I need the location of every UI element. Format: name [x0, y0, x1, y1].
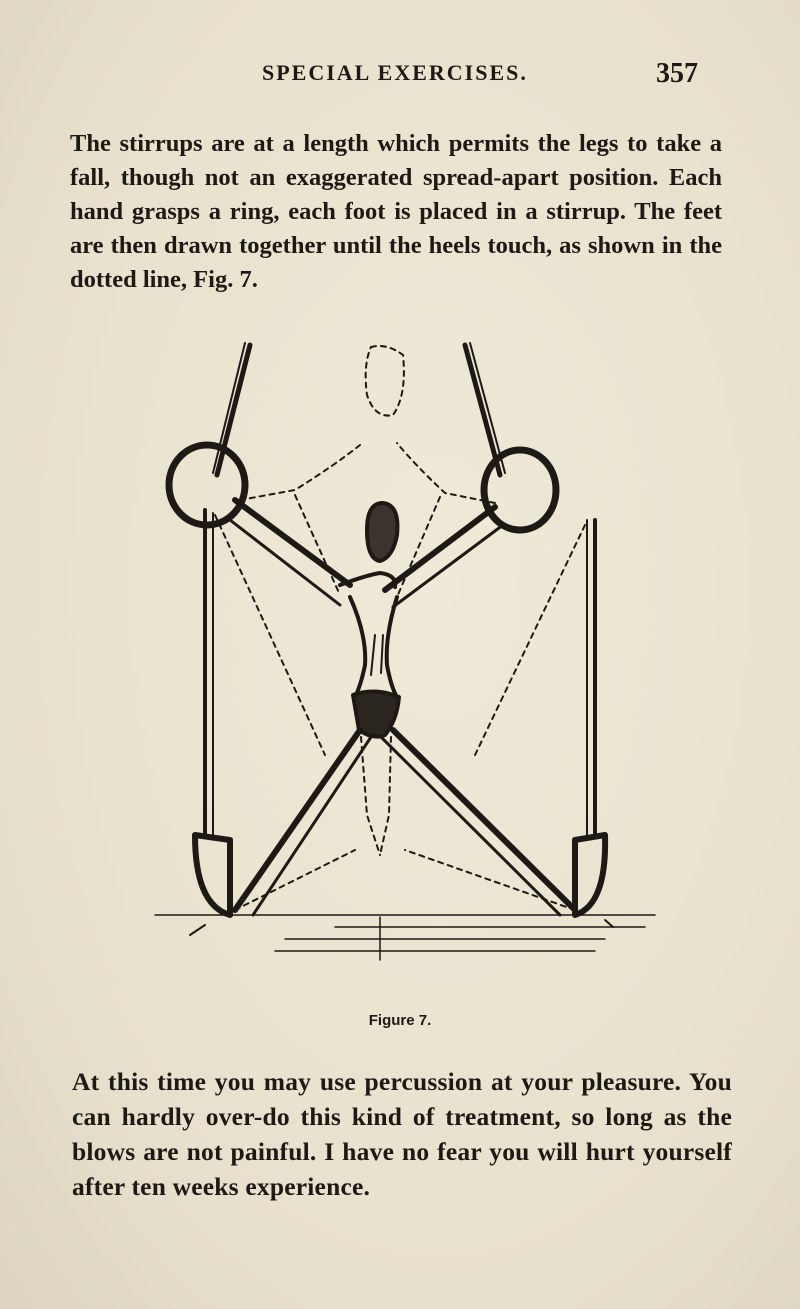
page-header [0, 58, 800, 92]
figure-caption: Figure 7. [368, 1012, 432, 1029]
exercise-illustration [135, 335, 665, 975]
running-head: SPECIAL EXERCISES. [262, 60, 528, 85]
page-number: 357 [656, 58, 698, 89]
paragraph-stirrups: The stirrups are at a length which permits the legs to take a fall, though not an exaggerated spread-apart position. Each hand grasps a ring, each foot is placed in a stirrup. The feet are then drawn together until the heels touch, as shown in the dotted line, Fig. 7. [70, 130, 722, 293]
paragraph-percussion: At this time you may use percussion at your pleasure. You can hardly over-do this kind of treatment, so long as the blows are not painful. I have no fear you will hurt yourself after ten weeks experience. [72, 1067, 732, 1201]
